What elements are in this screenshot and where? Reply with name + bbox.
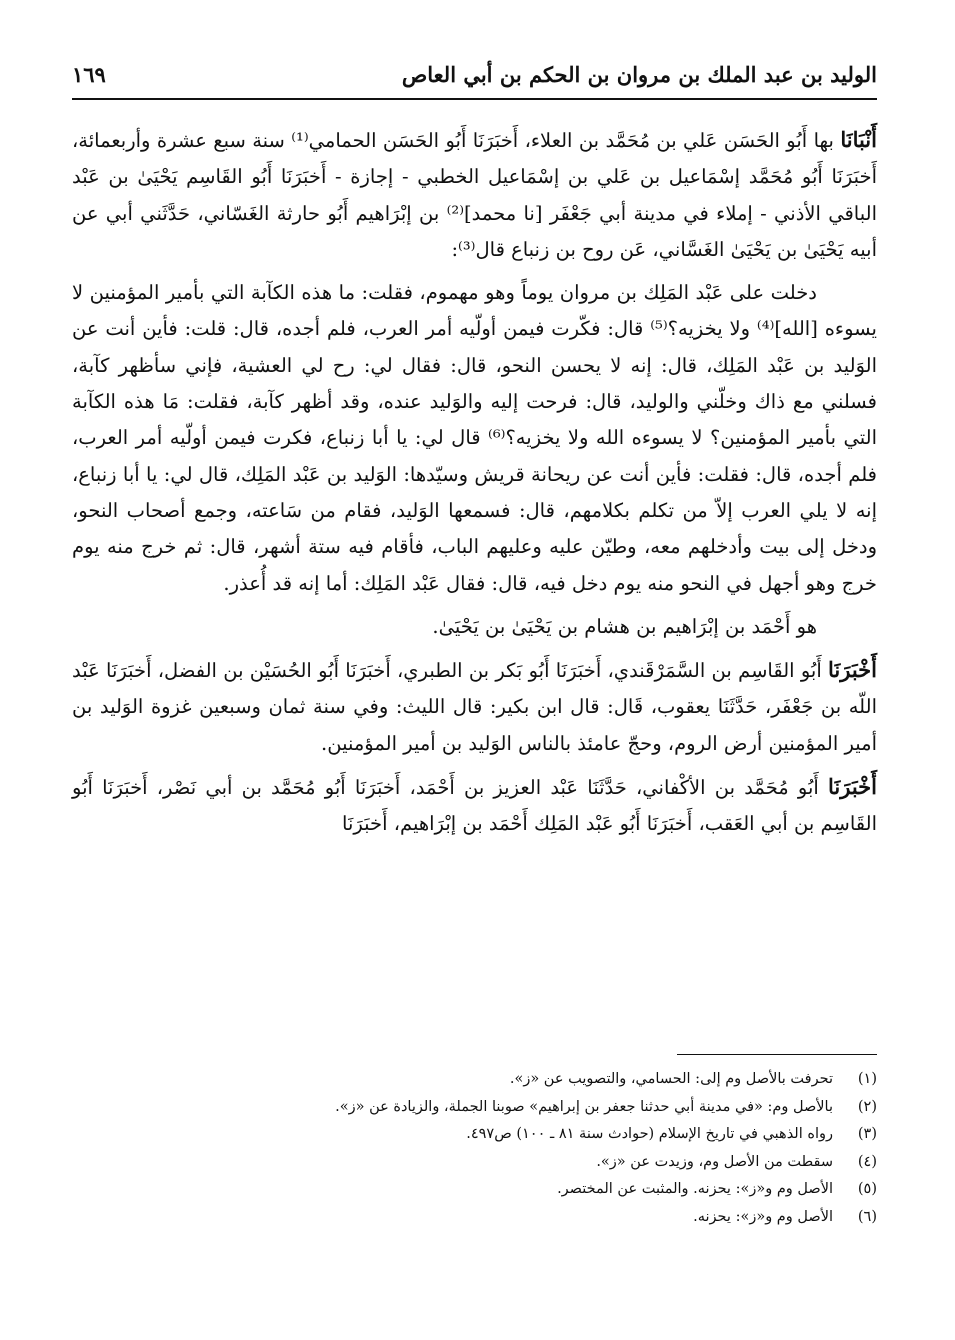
- footnote-text: رواه الذهبي في تاريخ الإسلام (حوادث سنة ٨١ ـ ١٠٠) ص٤٩٧.: [466, 1126, 833, 1142]
- header-rule: [72, 98, 877, 100]
- footnote: [72, 1204, 877, 1232]
- page-number: ١٦٩: [72, 61, 106, 87]
- footnote: [72, 1176, 877, 1204]
- footnote-number: (٤): [857, 1153, 877, 1170]
- paragraph-text: بها أَبُو الحَسَن عَلي بن مُحَمَّد بن العلاء، أَخبَرَنَا أَبُو الحَسَن الحمامي⁽¹⁾ سنة سبع عشرة وأربعمائة، أَخبَرَنَا أَبُو مُحَمَّد إسْمَاعيل بن عَلي بن إسْمَاعيل الخطبي - إجازة - أَخبَرَنَا أَبُو القَاسِم يَحْيَىٰ بن عَبْد الباقي الأذني - إملاء في مدينة أبي جَعْفَر [نا محمد]⁽²⁾ بن إبْرَاهيم أَبُو حارثة الغَسّاني، حَدَّثَني أبي عن أبيه يَحْيَىٰ بن يَحْيَىٰ الغَسَّاني، عَن روح بن زنباع قال⁽³⁾:: [72, 129, 877, 261]
- paragraph-lead-word: أَنْبَانَا: [840, 127, 877, 152]
- paragraph-text: هو أَحْمَد بن إبْرَاهيم بن هشام بن يَحْيَىٰ بن يَحْيَىٰ.: [432, 614, 817, 638]
- header-title: الوليد بن عبد الملك بن مروان بن الحكم بن أبي العاص: [401, 61, 877, 87]
- paragraph-text: أَبُو القَاسِم بن السَّمَرْقَندي، أَخبَرَنَا أَبُو بَكر بن الطبري، أَخبَرَنَا أَبُو الحُسَيْن بن الفضل، أَخبَرَنَا عَبْد اللّه بن جَعْفَر، حَدَّثَنَا يعقوب، قَال: قال ابن بكير: قال الليث: وفي سنة ثمان وسبعين غزوة الوَليد بن أمير المؤمنين أرض الروم، وحجّ عامئذ بالناس الوَليد بن أمير المؤمنين.: [72, 659, 877, 755]
- paragraph-lead-word: أَخْبَرَنَا: [828, 657, 877, 683]
- footnote: [72, 1121, 877, 1149]
- footnote-text: الأصل وم و«ز»: يحزنه.: [693, 1208, 833, 1225]
- footnote: [72, 1149, 877, 1177]
- footnote-rule: [677, 1054, 877, 1055]
- main-text: [72, 122, 877, 850]
- paragraph-3: [72, 609, 877, 645]
- footnote-text: سقطت من الأصل وم، وزيدت عن «ز».: [596, 1153, 833, 1170]
- running-header: [72, 52, 877, 96]
- footnote-number: (٢): [857, 1098, 877, 1115]
- paragraph-1: [72, 122, 877, 268]
- paragraph-2: [72, 275, 877, 602]
- paragraph-4: [72, 652, 877, 762]
- paragraph-lead-word: أَخْبَرَنَا: [828, 774, 877, 800]
- footnotes: [72, 1066, 877, 1231]
- paragraph-5: [72, 769, 877, 843]
- footnote-text: تحرفت بالأصل وم إلى: الحسامي، والتصويب عن «ز».: [509, 1071, 833, 1087]
- footnote: [72, 1066, 877, 1094]
- footnote-text: بالأصل وم: «في مدينة أبي حدثنا جعفر بن إبراهيم» صوبنا الجملة، والزيادة عن «ز».: [335, 1098, 833, 1115]
- footnote-number: (٣): [857, 1126, 877, 1142]
- paragraph-text: أَبُو مُحَمَّد بن الأكْفاني، حَدَّثَنَا عَبْد العزيز بن أَحْمَد، أَخبَرَنَا أَبُو مُحَمَّد بن أبي نَصْر، أَخبَرَنَا أَبُو القَاسِم بن أبي العَقب، أَخبَرَنَا أَبُو عَبْد المَلِك أَحْمَد بن إبْرَاهيم، أَخبَرَنَا: [72, 776, 877, 836]
- footnote-number: (١): [857, 1071, 877, 1087]
- paragraph-text: دخلت على عَبْد المَلِك بن مروان يوماً وهو مهموم، فقلت: ما هذه الكآبة التي بأمير المؤمنين لا يسوءه [الله]⁽⁴⁾ ولا يخزيه؟⁽⁵⁾ قال: فكّرت فيمن أولّيه أمر العرب، فلم أجده، قال: قلت: فأين أنت عن الوَليد بن عَبْد المَلِك، قال: إنه لا يحسن النحو، قال: فقال لي: رح لي العشية، فإني سأظهر كآبة، فسلني مع ذاك وخلّني والوليد، قال: فرحت إليه والوَليد عنده، وقد أظهر كآبة، فقلت: مَا هذه الكآبة التي بأمير المؤمنين؟ لا يسوءه الله ولا يخزيه؟⁽⁶⁾ قال لي: يا أبا زنباع، فكرت فيمن أولّيه أمر العرب، فلم أجده، قال: فقلت: فأين أنت عن ريحانة قريش وسيّدها: الوَليد بن عَبْد المَلِك، قال لي: يا أبا زنباع، إنه لا يلي العرب إلاّ من تكلم بكلامهم، قال: فسمعها الوَليد، فقام من سَاعته، وجمع أصحاب النحو، ودخل إلى بيت وأدخلهم معه، وطيّن عليه وعليهم الباب، فأقام فيه ستة أشهر، قال: ثم خرج منه يوم خرج وهو أجهل في النحو منه يوم دخل فيه، قال: فقال عَبْد المَلِك: أما إنه قد أُعذر.: [72, 281, 878, 595]
- footnote-number: (٦): [857, 1208, 877, 1225]
- footnote: [72, 1094, 877, 1122]
- footnote-number: (٥): [857, 1181, 877, 1197]
- footnote-text: الأصل وم و«ز»: يحزنه. والمثبت عن المختصر.: [557, 1181, 833, 1197]
